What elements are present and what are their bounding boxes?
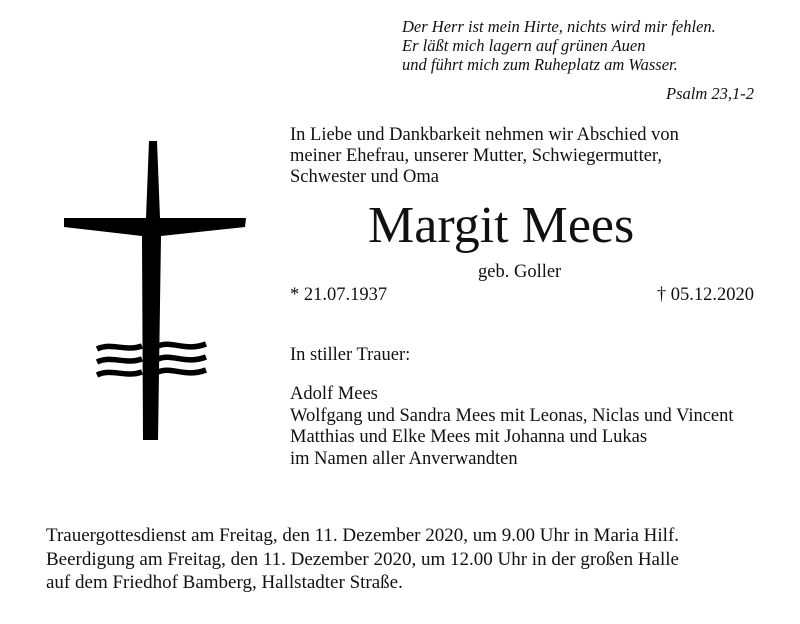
intro-line: Schwester und Oma (290, 167, 439, 187)
psalm-line: Er läßt mich lagern auf grünen Auen (402, 36, 646, 55)
service-line: Trauergottesdienst am Freitag, den 11. Dezember 2020, um 9.00 Uhr in Maria Hilf. (46, 525, 680, 546)
maiden-name: geb. Goller (478, 262, 562, 282)
death-date: † 05.12.2020 (656, 285, 754, 305)
psalm-reference: Psalm 23,1-2 (666, 84, 754, 103)
psalm-line: und führt mich zum Ruheplatz am Wasser. (402, 55, 678, 74)
birth-date: * 21.07.1937 (290, 285, 388, 305)
farewell-text (290, 125, 679, 188)
family-member: Wolfgang und Sandra Mees mit Leonas, Niclas und Vincent (290, 405, 734, 426)
service-line: auf dem Friedhof Bamberg, Hallstadter Straße. (46, 572, 403, 593)
intro-line: meiner Ehefrau, unserer Mutter, Schwiegermutter, (290, 146, 662, 166)
family-member: Matthias und Elke Mees mit Johanna und Lukas (290, 427, 648, 447)
family-member: im Namen aller Anverwandten (290, 448, 518, 469)
mourning-label: In stiller Trauer: (290, 345, 411, 365)
family-list (290, 384, 734, 470)
service-line: Beerdigung am Freitag, den 11. Dezember 2020, um 12.00 Uhr in der großen Halle (46, 548, 679, 570)
intro-line: In Liebe und Dankbarkeit nehmen wir Abschied von (290, 125, 679, 145)
family-member: Adolf Mees (290, 384, 378, 404)
service-info (46, 524, 679, 595)
deceased-name: Margit Mees (368, 197, 635, 254)
cross-waves-icon (60, 138, 260, 448)
psalm-quote (402, 17, 716, 74)
psalm-line: Der Herr ist mein Hirte, nichts wird mir fehlen. (402, 17, 716, 36)
